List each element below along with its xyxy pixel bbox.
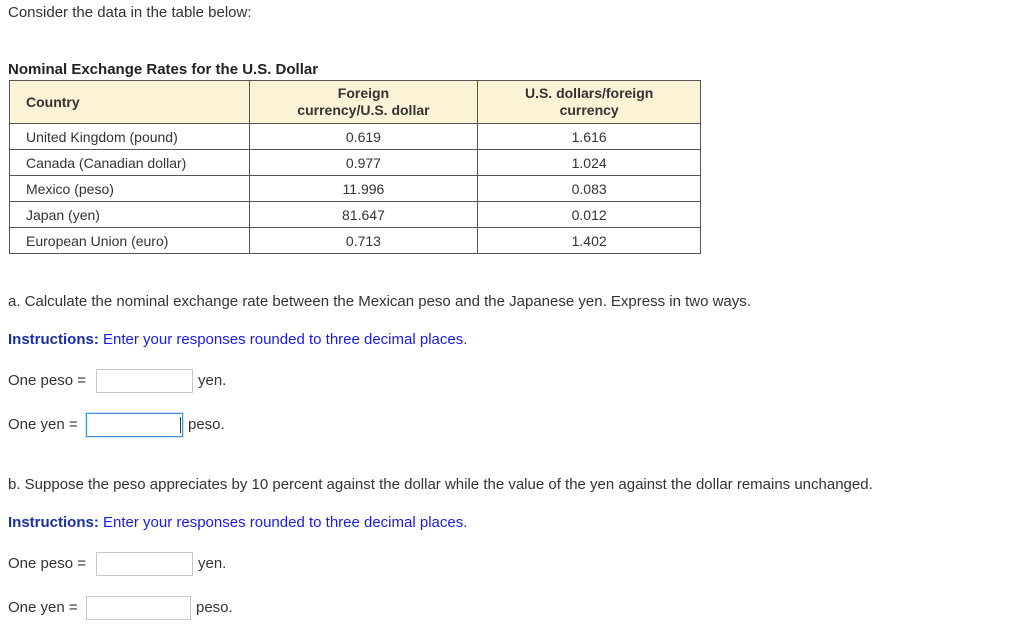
part-b-peso-label: One peso = [8, 555, 86, 572]
exchange-rate-table [9, 80, 701, 254]
part-b-peso-yen-input[interactable] [96, 552, 193, 576]
table-row [10, 228, 701, 254]
header-foreign-per-usd-line2: currency/U.S. dollar [297, 102, 430, 118]
row-usd-per-foreign: 1.402 [478, 228, 701, 254]
table-row [10, 176, 701, 202]
row-country: Canada (Canadian dollar) [10, 150, 250, 176]
row-usd-per-foreign: 1.616 [478, 124, 701, 150]
row-foreign-per-usd: 0.977 [249, 150, 478, 176]
part-a-yen-label: One yen = [8, 416, 78, 433]
part-b-yen-label: One yen = [8, 599, 78, 616]
header-foreign-per-usd [249, 81, 478, 124]
row-country: Japan (yen) [10, 202, 250, 228]
row-usd-per-foreign: 0.083 [478, 176, 701, 202]
part-a-instructions-label: Instructions: [8, 331, 99, 348]
header-foreign-per-usd-line1: Foreign [337, 85, 390, 101]
table-row [10, 124, 701, 150]
table-title: Nominal Exchange Rates for the U.S. Dollar [8, 61, 319, 78]
part-b-yen-peso-input[interactable] [86, 596, 191, 620]
part-b-question: b. Suppose the peso appreciates by 10 percent against the dollar while the value of the yen against the dollar remains unchanged. [8, 476, 873, 493]
row-foreign-per-usd: 11.996 [249, 176, 478, 202]
part-b-instructions [8, 514, 467, 531]
text-caret [180, 417, 181, 433]
table-row [10, 150, 701, 176]
part-a-instructions [8, 331, 467, 348]
part-b-instructions-text: Enter your responses rounded to three decimal places. [98, 514, 468, 531]
row-foreign-per-usd: 81.647 [249, 202, 478, 228]
table-header-row [10, 81, 701, 124]
part-a-instructions-text: Enter your responses rounded to three decimal places. [98, 331, 468, 348]
row-foreign-per-usd: 0.619 [249, 124, 478, 150]
part-a-question: a. Calculate the nominal exchange rate between the Mexican peso and the Japanese yen. Express in two ways. [8, 293, 751, 310]
row-country: United Kingdom (pound) [10, 124, 250, 150]
row-usd-per-foreign: 1.024 [478, 150, 701, 176]
table-row [10, 202, 701, 228]
part-a-peso-unit: yen. [198, 372, 227, 389]
header-country: Country [10, 81, 250, 124]
part-b-instructions-label: Instructions: [8, 514, 99, 531]
header-usd-per-foreign [478, 81, 701, 124]
part-a-yen-peso-input[interactable] [86, 413, 183, 437]
part-a-yen-unit: peso. [188, 416, 225, 433]
header-usd-per-foreign-line1: U.S. dollars/foreign [524, 85, 654, 101]
row-country: European Union (euro) [10, 228, 250, 254]
part-b-peso-unit: yen. [198, 555, 227, 572]
row-country: Mexico (peso) [10, 176, 250, 202]
part-a-peso-yen-input[interactable] [96, 369, 193, 393]
part-b-yen-unit: peso. [196, 599, 233, 616]
intro-text: Consider the data in the table below: [8, 4, 252, 21]
row-foreign-per-usd: 0.713 [249, 228, 478, 254]
row-usd-per-foreign: 0.012 [478, 202, 701, 228]
header-usd-per-foreign-line2: currency [559, 102, 619, 118]
part-a-peso-label: One peso = [8, 372, 86, 389]
